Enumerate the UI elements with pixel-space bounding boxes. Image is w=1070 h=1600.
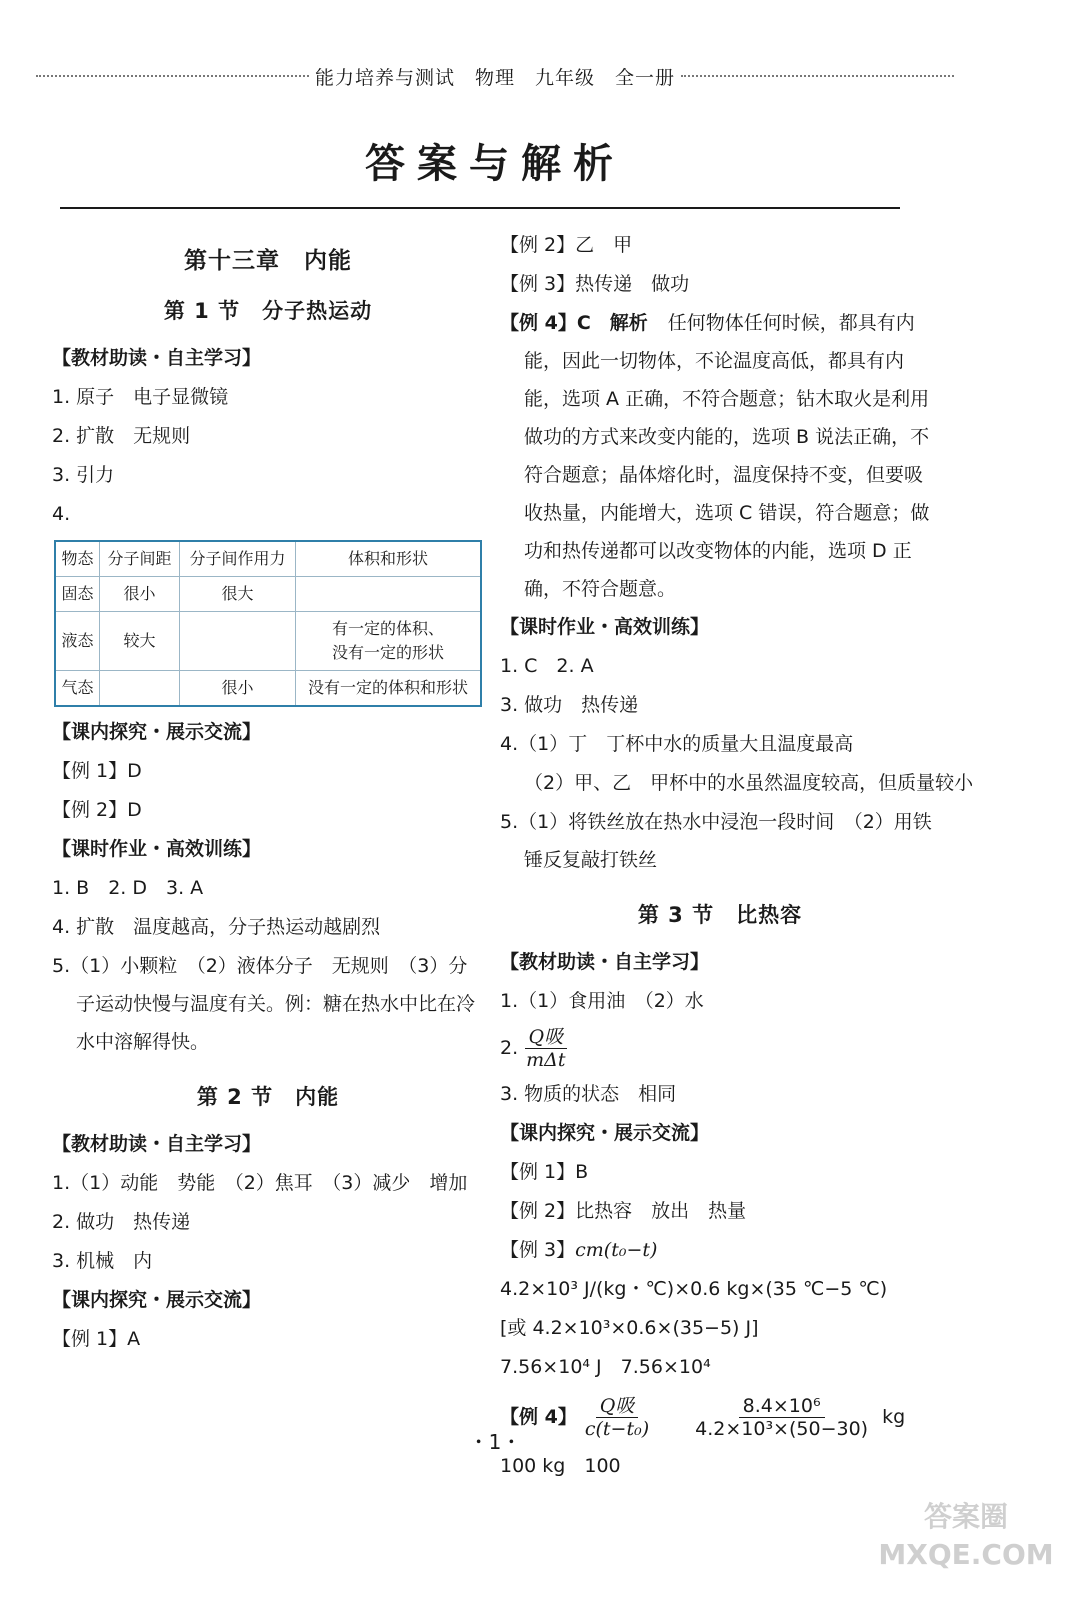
table-header-cell: 物态 — [55, 541, 100, 577]
table-cell: 很大 — [179, 577, 295, 612]
s2-example-4-text: 任何物体任何时候，都具有内能，因此一切物体，不论温度高低，都具有内能，选项 A 正确，不符合题意；钻木取火是利用做功的方式来改变内能的，选项 B 说法正确，不符合题意；晶体熔化时，温度保持不变，但要吸收热量，内能增大，选项 C 错误，符合题意；做功和热传递都可以改变物体的内能，选项 D 正确，不符合题意。 — [524, 312, 930, 600]
table-header-cell: 体积和形状 — [296, 541, 482, 577]
s1-homework-tag: 【课时作业・高效训练】 — [52, 838, 262, 860]
section-2-title: 第 2 节 内能 — [196, 1085, 340, 1109]
s3-answer-2 — [500, 1021, 940, 1075]
table-header-cell: 分子间距 — [100, 541, 180, 577]
s1-answer-2: 2. 扩散 无规则 — [52, 425, 191, 447]
s2-homework-5: 5.（1）将铁丝放在热水中浸泡一段时间 （2）用铁锤反复敲打铁丝 — [500, 811, 932, 871]
mass-unit: kg — [882, 1406, 906, 1428]
table-cell — [296, 577, 482, 612]
formula-denominator: mΔt — [526, 1049, 566, 1071]
s2-example-1: 【例 1】A — [52, 1328, 141, 1350]
right-column — [500, 226, 974, 1486]
state-table — [54, 540, 482, 707]
page-title: 答案与解析 — [365, 140, 625, 187]
s1-answer-3: 3. 引力 — [52, 464, 115, 486]
s2-homework-1: 1. C 2. A — [500, 655, 594, 677]
s1-explore-tag: 【课内探究・展示交流】 — [52, 721, 262, 743]
s1-homework-1: 1. B 2. D 3. A — [52, 877, 204, 899]
s3-example-3-calc: 4.2×10³ J/(kg・℃)×0.6 kg×(35 ℃−5 ℃) — [500, 1278, 888, 1300]
table-cell: 液态 — [55, 612, 100, 671]
table-cell: 很小 — [179, 671, 295, 707]
s2-example-4 — [500, 304, 940, 608]
s3-answer-2-number: 2. — [500, 1037, 519, 1059]
s3-example-3-alt: [或 4.2×10³×0.6×(35−5) J] — [500, 1317, 759, 1339]
table-row — [55, 671, 481, 707]
table-row — [55, 612, 481, 671]
section-3-title: 第 3 节 比热容 — [637, 903, 803, 927]
s1-homework-4: 4. 扩散 温度越高，分子热运动越剧烈 — [52, 916, 381, 938]
s2-homework-4b: （2）甲、乙 甲杯中的水虽然温度较高，但质量较小 — [524, 772, 974, 794]
table-cell: 较大 — [100, 612, 180, 671]
header-text: 能力培养与测试 物理 九年级 全一册 — [315, 66, 676, 89]
table-cell: 没有一定的体积和形状 — [296, 671, 482, 707]
header-dots-right — [681, 75, 954, 77]
s3-answer-1: 1.（1）食用油 （2）水 — [500, 990, 704, 1012]
header-dots-left — [36, 75, 309, 77]
s2-example-4-tag: 【例 4】C 解析 — [500, 312, 648, 334]
table-cell — [179, 612, 295, 671]
table-cell: 固态 — [55, 577, 100, 612]
s1-homework-5: 5.（1）小颗粒 （2）液体分子 无规则 （3）分子运动快慢与温度有关。例：糖在热水中比在冷水中溶解得快。 — [52, 955, 476, 1053]
s3-example-3-formula: cm(t₀−t) — [575, 1239, 658, 1261]
s2-study-tag: 【教材助读・自主学习】 — [52, 1133, 262, 1155]
s2-example-2: 【例 2】乙 甲 — [500, 234, 633, 256]
s2-explore-tag: 【课内探究・展示交流】 — [52, 1289, 262, 1311]
s3-example-3-tag: 【例 3】 — [500, 1239, 576, 1261]
table-row — [55, 577, 481, 612]
s2-example-3: 【例 3】热传递 做功 — [500, 273, 690, 295]
table-row — [55, 541, 481, 577]
table-cell: 很小 — [100, 577, 180, 612]
s2-homework-3: 3. 做功 热传递 — [500, 694, 639, 716]
s3-example-4-tag: 【例 4】 — [500, 1406, 577, 1428]
formula-denominator: 4.2×10³×(50−30) — [695, 1418, 869, 1440]
table-header-cell: 分子间作用力 — [179, 541, 295, 577]
running-header — [36, 60, 954, 92]
left-column — [52, 226, 484, 1359]
s2-homework-4a: 4.（1）丁 丁杯中水的质量大且温度最高 — [500, 733, 854, 755]
s2-answer-3: 3. 机械 内 — [52, 1250, 153, 1272]
table-cell: 气态 — [55, 671, 100, 707]
s1-study-tag: 【教材助读・自主学习】 — [52, 347, 262, 369]
s3-example-4-result: 100 kg 100 — [500, 1455, 621, 1477]
section-1-title: 第 1 节 分子热运动 — [163, 299, 373, 323]
s3-example-3-result: 7.56×10⁴ J 7.56×10⁴ — [500, 1356, 711, 1378]
s2-homework-tag: 【课时作业・高效训练】 — [500, 616, 710, 638]
s1-example-1: 【例 1】D — [52, 760, 142, 782]
page-number: ・1・ — [468, 1430, 522, 1454]
table-cell — [100, 671, 180, 707]
s2-answer-1: 1.（1）动能 势能 （2）焦耳 （3）减少 增加 — [52, 1172, 468, 1194]
formula-denominator: c(t−t₀) — [584, 1418, 650, 1440]
s3-explore-tag: 【课内探究・展示交流】 — [500, 1122, 710, 1144]
specific-heat-formula — [522, 1026, 569, 1071]
chapter-title: 第十三章 内能 — [184, 248, 352, 274]
formula-numerator: Q吸 — [596, 1395, 639, 1418]
formula-numerator: 8.4×10⁶ — [739, 1395, 825, 1418]
table-cell — [296, 612, 482, 671]
s3-answer-3: 3. 物质的状态 相同 — [500, 1083, 677, 1105]
s1-example-2: 【例 2】D — [52, 799, 142, 821]
s1-answer-4: 4. — [52, 503, 71, 525]
table-cell-line: 有一定的体积、 — [331, 619, 444, 638]
watermark-logo: 答案圈 MXQE.COM — [878, 1500, 1054, 1571]
formula-numerator: Q吸 — [525, 1026, 568, 1049]
s3-example-2: 【例 2】比热容 放出 热量 — [500, 1200, 747, 1222]
s3-example-1: 【例 1】B — [500, 1161, 589, 1183]
s3-study-tag: 【教材助读・自主学习】 — [500, 951, 710, 973]
title-rule — [60, 207, 900, 209]
s2-answer-2: 2. 做功 热传递 — [52, 1211, 191, 1233]
s1-answer-1: 1. 原子 电子显微镜 — [52, 386, 229, 408]
s3-example-3 — [500, 1231, 940, 1270]
table-cell-line: 没有一定的形状 — [331, 643, 444, 662]
